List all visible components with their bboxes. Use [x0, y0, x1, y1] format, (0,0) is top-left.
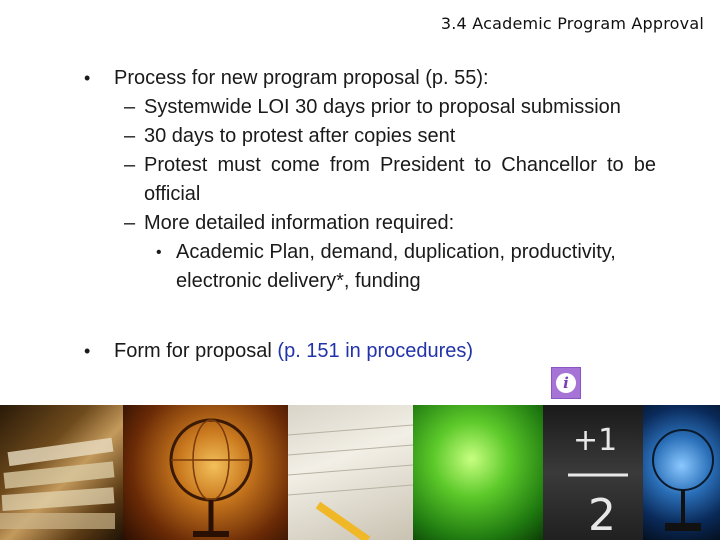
- dash-marker: –: [124, 96, 136, 118]
- bullet-form: [84, 337, 684, 366]
- paper-pencil-image: [288, 405, 413, 540]
- info-icon: i: [556, 373, 576, 393]
- bullet-process-text: Process for new program proposal (p. 55):: [114, 67, 489, 89]
- globe-image: [123, 405, 288, 540]
- sub-bullet-protest-days: [84, 122, 684, 151]
- procedures-link[interactable]: (p. 151 in procedures): [277, 340, 474, 362]
- bullet-marker: •: [84, 341, 91, 361]
- bullet-process: [84, 64, 684, 93]
- dash-marker: –: [124, 212, 136, 234]
- bullet-marker: •: [156, 244, 162, 261]
- world-globe-image: [643, 405, 720, 540]
- sub-bullet-detailed-info: [84, 209, 684, 238]
- sub-bullet-protest-source: [84, 151, 684, 209]
- slide-content: [84, 64, 684, 366]
- info-button[interactable]: [551, 367, 581, 399]
- dash-marker: –: [124, 154, 136, 176]
- sub-sub-bullet-academic-plan: [84, 238, 684, 296]
- chalkboard-math-image: [543, 405, 643, 540]
- green-image: [413, 405, 543, 540]
- svg-text:+1: +1: [573, 423, 618, 458]
- sub-bullet-detailed-info-text: More detailed information required:: [144, 212, 455, 234]
- sub-bullet-loi-text: Systemwide LOI 30 days prior to proposal submission: [144, 96, 621, 118]
- footer-image-strip: [0, 405, 720, 540]
- slide-title: 3.4 Academic Program Approval: [440, 14, 704, 33]
- dash-marker: –: [124, 125, 136, 147]
- bullet-marker: •: [84, 68, 91, 88]
- sub-bullet-protest-days-text: 30 days to protest after copies sent: [144, 125, 456, 147]
- sub-bullet-protest-source-text: Protest must come from President to Chancellor to be official: [144, 154, 656, 205]
- sub-sub-bullet-academic-plan-text: Academic Plan, demand, duplication, productivity, electronic delivery*, funding: [176, 241, 616, 292]
- bullet-form-text: Form for proposal: [114, 340, 272, 362]
- sub-bullet-loi: [84, 93, 684, 122]
- svg-text:2: 2: [588, 490, 616, 540]
- books-image: [0, 405, 123, 540]
